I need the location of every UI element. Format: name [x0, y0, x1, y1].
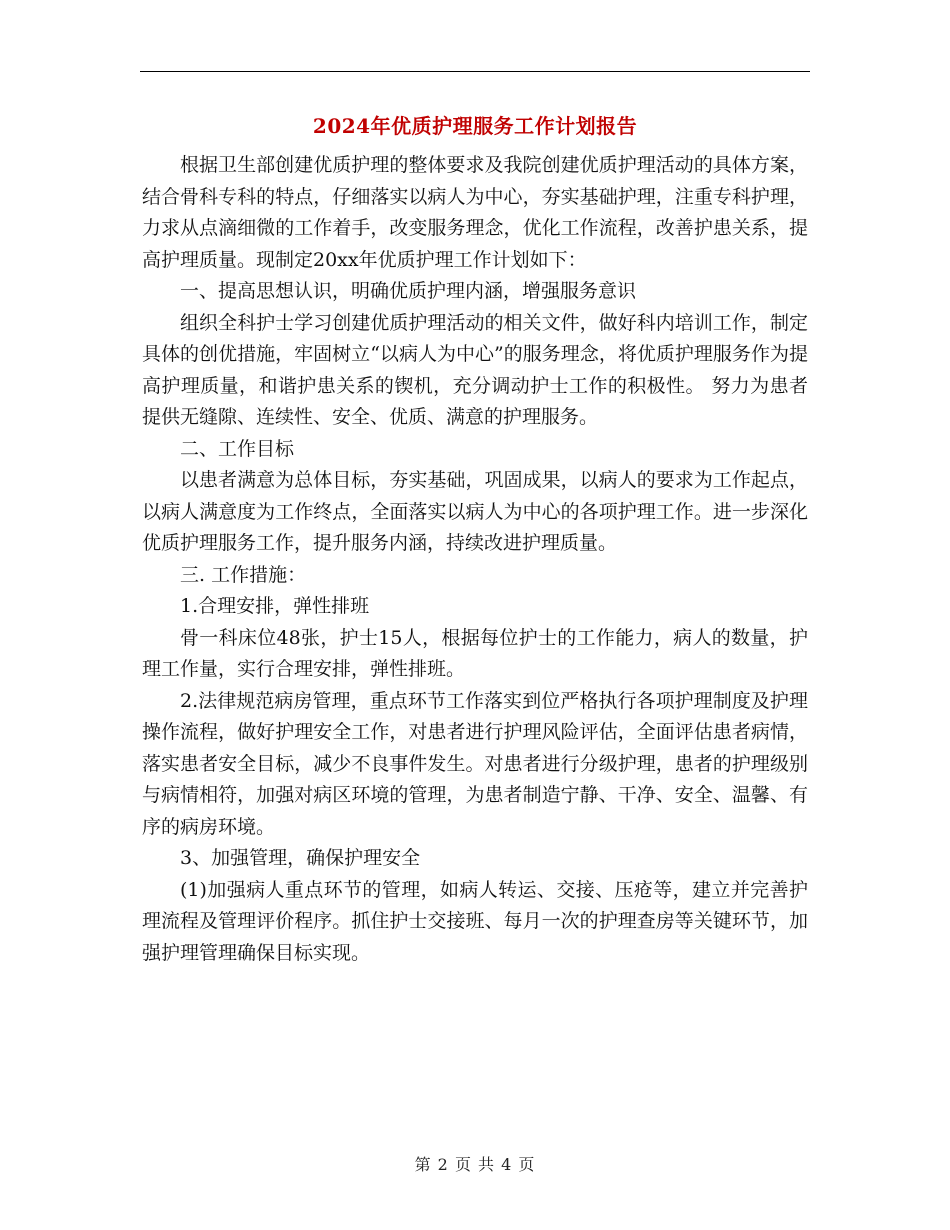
- paragraph-intro: 根据卫生部创建优质护理的整体要求及我院创建优质护理活动的具体方案，结合骨科专科的特点，仔细落实以病人为中心，夯实基础护理，注重专科护理，力求从点滴细微的工作着手，改变服务理念，优化工作流程，改善护患关系，提高护理质量。现制定20xx年优质护理工作计划如下：: [142, 154, 808, 271]
- section-heading-3: 三. 工作措施：: [180, 563, 307, 586]
- page-number-footer: 第 2 页 共 4 页: [414, 1155, 536, 1174]
- subheading-3-3: 3、加强管理，确保护理安全: [180, 847, 421, 869]
- document-body: [142, 150, 808, 969]
- header-rule: [140, 71, 810, 72]
- paragraph-3-3-1: (1)加强病人重点环节的管理，如病人转运、交接、压疮等，建立并完善护理流程及管理评价程序。抓住护士交接班、每月一次的护理查房等关键环节，加强护理管理确保目标实现。: [142, 878, 808, 964]
- paragraph-section-1: 组织全科护士学习创建优质护理活动的相关文件，做好科内培训工作，制定具体的创优措施，牢固树立“以病人为中心”的服务理念，将优质护理服务作为提高护理质量，和谐护患关系的锲机，充分调动护士工作的积极性。 努力为患者提供无缝隙、连续性、安全、优质、满意的护理服务。: [142, 311, 808, 428]
- subheading-3-1: 1.合理安排，弹性排班: [180, 595, 370, 617]
- section-heading-2: 二、工作目标: [180, 437, 295, 460]
- section-heading-1: 一、提高思想认识，明确优质护理内涵，增强服务意识: [180, 280, 637, 302]
- paragraph-section-2: 以患者满意为总体目标，夯实基础，巩固成果，以病人的要求为工作起点，以病人满意度为工作终点，全面落实以病人为中心的各项护理工作。进一步深化优质护理服务工作，提升服务内涵，持续改进护理质量。: [142, 469, 808, 554]
- paragraph-3-2: 2.法律规范病房管理，重点环节工作落实到位严格执行各项护理制度及护理操作流程，做好护理安全工作，对患者进行护理风险评估，全面评估患者病情，落实患者安全目标，减少不良事件发生。对患者进行分级护理，患者的护理级别与病情相符，加强对病区环境的管理，为患者制造宁静、干净、安全、温馨、有序的病房环境。: [142, 689, 808, 838]
- paragraph-3-1: 骨一科床位48张，护士15人，根据每位护士的工作能力，病人的数量，护理工作量，实行合理安排，弹性排班。: [142, 626, 808, 680]
- document-title: 2024年优质护理服务工作计划报告: [312, 114, 638, 138]
